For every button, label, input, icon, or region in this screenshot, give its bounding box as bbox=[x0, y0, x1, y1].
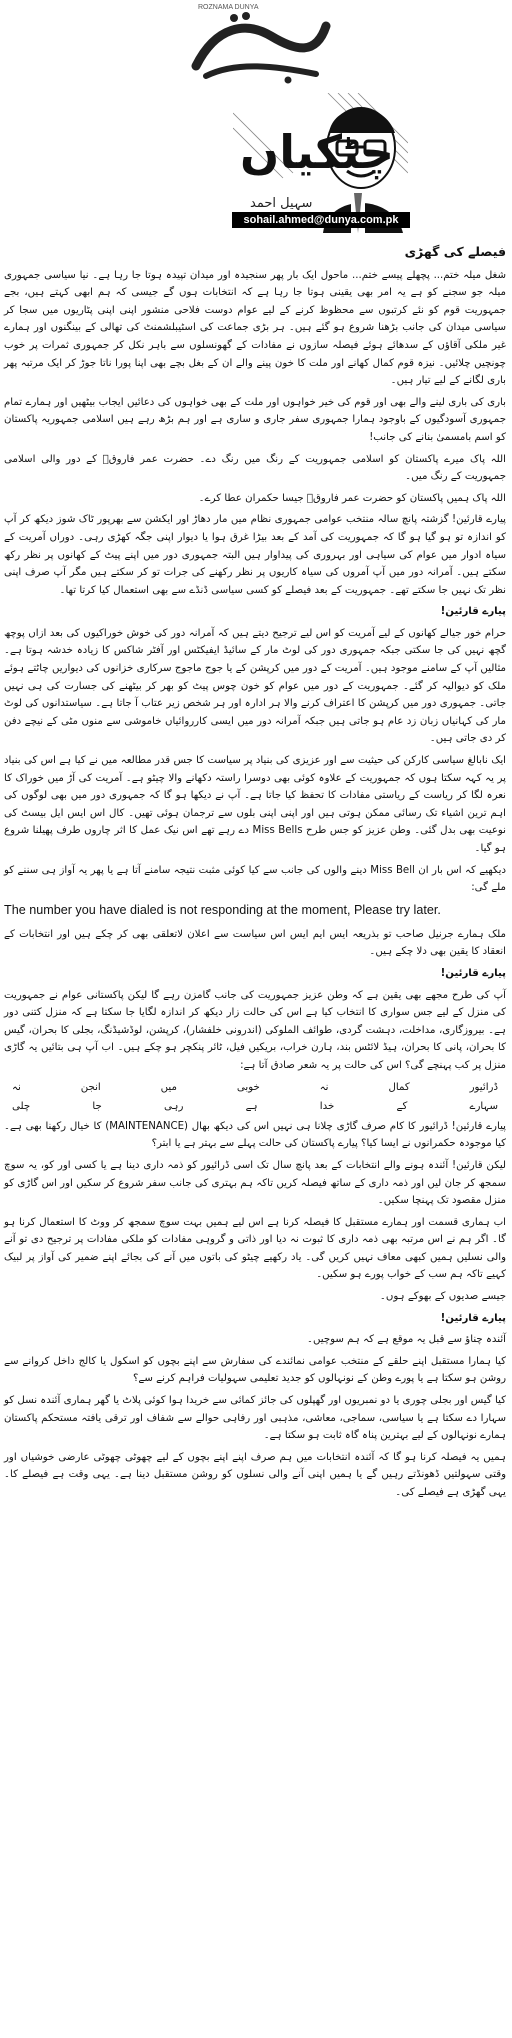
article-paragraph: اللہ پاک میرے پاکستان کو اسلامی جمہوریت کے رنگ میں رنگ دے۔ حضرت عمر فاروقؓ کے دور والی اسلامی جمہوریت کے رنگ میں۔ bbox=[4, 453, 506, 483]
verse-word: چلی bbox=[12, 1101, 31, 1113]
article-paragraph: حرام خور جیالے کھانوں کے لیے آمریت کو اس لیے ترجیح دیتے ہیں کہ آمرانہ دور کی خوش خوراکیوں کی بعد ازاں پوچھ گچھ نہیں کی جا سکتی جبکہ جمہوری دور کی لوٹ مار کے سائیڈ ایفیکٹس اور آفٹر شاکس کا زیادہ خدشہ ہوتا ہے۔ مثالیں آپ کے سامنے موجود ہیں۔ آمریت کے دور میں کرپشن کے یا جوج ماجوج سرکاری خزانوں کی دیواریں چاٹتے ہوئے ملک کو دیوالیہ کر گئے۔ جمہوریت کے دور میں عوام کو خون چوس پیٹ کو بھر کر بیٹھنے کی جسارت کی ہی نہیں جاتی۔ جمہوری دور میں کرپشن کا اعتراف کرنے والا ہر ادارہ اور ہر شخص زیر عتاب آ جاتا ہے۔ سیاستدانوں کی لوٹ مار کی کہانیاں زبان زد عام ہو جاتی ہیں جبکہ آمرانہ دور میں ایسی کارروائیاں خاموشی سے منوں مٹی کے نیچے دفن کر دی جاتی ہیں۔ bbox=[4, 627, 506, 745]
verse-word: نہ bbox=[12, 1081, 21, 1093]
article-paragraph: جیسے صدیوں کے بھوکے ہوں۔ bbox=[379, 1291, 506, 1303]
dunya-logo bbox=[176, 6, 336, 86]
author-email[interactable] bbox=[232, 212, 410, 228]
article-paragraph: پیارے قارئین! گزشتہ پانچ سالہ منتخب عوامی جمہوری نظام میں مار دھاڑ اور ایکشن سے بھرپور ٹاک شوز دیکھ کر آپ کو اندازہ تو ہو گیا ہو گا کہ جمہوریت کی آمد کے بعد بیڑا غرق ہوا یا دیوار اپنی جگہ کھڑی رہی۔ دوراں آمریت کے سیاہ ادوار میں عوام کی سیاہی اور بہروری کی پیداوار ہیں البتہ جمہوری دور میں اپنے پیٹ کے کھانوں پر نظر رکھ سکتے ہیں۔ آمرانہ دور میں آپ آمروں کی سیاہ کاریوں پر نظر رکھنے کی جرات تو کر سکتے ہیں مگر آپ صرف اپنی نظر تک نہیں جا سکتے تھے۔ جمہوریت کے بعد فیصلے کو کسی سیاسی ڈنڈے سے بھی استعمال کیا کرتا تھا۔ bbox=[4, 514, 506, 596]
masthead bbox=[0, 0, 512, 250]
article-paragraph: آئندہ چناؤ سے قبل یہ موقع ہے کہ ہم سوچیں۔ bbox=[307, 1334, 506, 1346]
article-salutation: پیارے قارئین! bbox=[440, 1312, 506, 1324]
article-paragraph: آپ کی طرح مجھے بھی یقین ہے کہ وطن عزیز جمہوریت کی جانب گامزن رہے گا لیکن پاکستانی عوام نے جمہوریت کی منزل کے لیے جس سواری کا انتخاب کیا ہے اس کی حالت زار دیکھ کر اندازہ لگایا جا سکتا ہے کہ منزل کتنی دور ہے۔ بیروزگاری، مداخلت، دہشت گردی، طوائف الملوکی (اندرونی خلفشار)، کرپشن، لوڈشیڈنگ، بجلی کا بحران، گیس کا بحران، پانی کا بحران، ہیڈ لائٹس بند، ہارن خراب، بریکیں فیل، ٹائر پنکچر ہو چکے ہیں۔ اب آپ ہی بتائیں یہ گاڑی منزل پر کب پہنچے گی؟ اس کی حالت پر یہ شعر صادق آتا ہے: bbox=[4, 989, 506, 1071]
verse-word: میں bbox=[160, 1081, 177, 1093]
verse-word: رہی bbox=[164, 1101, 184, 1113]
article-paragraph: ملک ہمارے جرنیل صاحب تو بذریعہ ایس ایم ایس اس سیاست سے اعلان لاتعلقی بھی کر چکے ہیں اور انتخابات کے انعقاد کا یقین بھی دلا چکے ہیں۔ bbox=[4, 928, 506, 958]
verse-word: کے bbox=[396, 1101, 408, 1113]
verse-word: کمال bbox=[388, 1081, 410, 1093]
author-name: سہیل احمد bbox=[250, 196, 313, 211]
article-paragraph: اب ہماری قسمت اور ہمارے مستقبل کا فیصلہ کرنا ہے اس لیے ہمیں بہت سوچ سمجھ کر ووٹ کا استعمال کرنا ہو گا۔ اگر ہم نے اس مرتبہ بھی ذمہ داری کا ثبوت نہ دیا اور ذاتی و گروہی مفادات کو ملکی مفادات پر ترجیح دی تو آنے والی نسلیں ہمیں کبھی معاف نہیں کریں گی۔ یاد رکھیے چیٹو کی باتوں میں آنے کی بجائے اپنے ضمیر کی آواز پر لبیک کہیے تاکہ ہم سب کے خواب پورے ہو سکیں۔ bbox=[4, 1216, 506, 1281]
article-salutation: پیارے قارئین! bbox=[440, 606, 506, 618]
column-article bbox=[4, 243, 506, 1506]
article-paragraph: باری کی باری لینے والے بھی اور قوم کی خیر خواہوں اور ملت کے بھی خواہوں کی دعائیں ایجاب بیٹھیں اور ہمارے تمام جمہوری آسودگیوں کے باوجود ہمارا جمہوری سفر جاری و ساری ہے اور ہم بڑھ رہے ہیں اسلامی جمہوریہ پاکستان کو اسم بامسمیٰ بنانے کی جانب! bbox=[4, 396, 506, 443]
article-paragraph: کیا گیس اور بجلی چوری یا دو نمبریوں اور گھپلوں کی جائز کمائی سے خریدا ہوا کوئی پلاٹ یا گھر ہماری آئندہ نسل کو سہارا دے سکتا ہے یا سیاسی، سماجی، معاشی، مذہبی اور رفاہی حوالے سے شفاف اور ترقی یافتہ مستحکم پاکستان ہمارے نونہالوں کے لیے بہترین پناہ گاہ ثابت ہو سکتا ہے۔ bbox=[4, 1395, 506, 1442]
verse-word: جا bbox=[92, 1101, 102, 1113]
article-paragraph: لیکن قارئین! آئندہ ہونے والے انتخابات کے بعد پانچ سال تک اسی ڈرائیور کو ذمہ داری دینا ہے یا کسی اور کو، یہ سوچ سمجھ کر جان لیں اور ذمہ داری کے ساتھ فیصلہ کریں تاکہ ہم بہتری کی جانب سفر شروع کر سکیں اور اس گاڑی کو منزل مقصود تک پہنچا سکیں۔ bbox=[4, 1159, 506, 1207]
article-salutation: پیارے قارئین! bbox=[440, 967, 506, 979]
english-quote: The number you have dialed is not responding at the moment, Please try later. bbox=[4, 902, 441, 917]
verse-word: ہے bbox=[245, 1101, 258, 1113]
article-paragraph: کیا ہمارا مستقبل اپنے حلقے کے منتخب عوامی نمائندے کی سفارش سے اپنے بچوں کو اسکول یا کالج داخل کروانے سے روشن ہو سکتا ہے یا پورے وطن کے نونہالوں کو جدید تعلیمی سہولیات فراہم کرنے سے؟ bbox=[4, 1355, 506, 1385]
article-paragraph: ایک نابالغ سیاسی کارکن کی حیثیت سے اور عزیزی کی بنیاد پر سیاست کا جس قدر مطالعہ میں نے کیا ہے اس کی بنیاد پر یہ کہہ سکتا ہوں کہ جمہوریت کے علاوہ کوئی بھی دوسرا راستہ دکھانے والا چیٹو ہے۔ آمریت کی آڑ میں خوراک کا نعرہ لگا کر ریاست کے ریاستی مفادات کا تحفظ کیا جاتا ہے۔ آپ نے دیکھا ہو گا کہ جمہوری دور میں بھی لوگوں کی اہم ترین اشیاء تک رسائی ممکن ہوتی ہیں اور اپنی اپنی بلوں سے ترجمان ہوئی تھیں۔ کال اس ایس ایل بیسٹ کی نوعیت بھی بدل گئی۔ وطن عزیز کو جس طرح Miss Bells دے رہے تھے اس نیک عمل کا اثر چاروں طرف پھیلنا شروع ہو گیا۔ bbox=[4, 755, 506, 854]
verse-word: ڈرائیور bbox=[469, 1081, 498, 1093]
verse-word: نہ bbox=[319, 1081, 329, 1093]
article-paragraph: اللہ پاک ہمیں پاکستان کو حضرت عمر فاروقؓ جیسا حکمران عطا کرے۔ bbox=[198, 492, 506, 504]
verse-word: انجن bbox=[80, 1081, 101, 1093]
verse-line-2 bbox=[4, 1098, 506, 1116]
verse-word: خوبی bbox=[236, 1081, 260, 1093]
author-email-text[interactable]: sohail.ahmed@dunya.com.pk bbox=[243, 214, 399, 226]
article-headline: فیصلے کی گھڑی bbox=[404, 244, 506, 259]
column-title: چٹکیاں bbox=[240, 125, 394, 179]
article-paragraph: دیکھیے کہ اس بار ان Miss Bell دینے والوں کی جانب سے کیا کوئی مثبت نتیجہ سامنے آتا ہے یا پھر یہ آواز ہی سننے کو ملے گی: bbox=[4, 864, 506, 894]
article-paragraph: پیارے قارئین! ڈرائیور کا کام صرف گاڑی چلانا ہی نہیں اس کی دیکھ بھال (MAINTENANCE) کا خیال رکھنا بھی ہے۔ کیا موجودہ حکمرانوں نے ایسا کیا؟ پیارے پاکستان کی حالت پہلے سے بہتر ہے یا ابتر؟ bbox=[4, 1120, 506, 1150]
verse-word: سہارے bbox=[469, 1101, 498, 1113]
logo-tagline: ROZNAMA DUNYA bbox=[198, 4, 259, 11]
verse-line-1 bbox=[4, 1079, 506, 1097]
verse-word: خدا bbox=[319, 1101, 335, 1113]
article-paragraph: شغل میلہ ختم... پچھلے پیسے ختم... ماحول ایک بار پھر سنجیدہ اور میدان تپیدہ ہوتا جا رہا ہے۔ نیا سیاسی جمہوری میلہ جو سجنے کو ہے یہ امر بھی یقینی ہوتا جا رہا ہے کہ انتخابات ہوں گے جیسی کہ ہم ابھی کہتے ہیں، بجے جمہوریت قوم کو نئے کرتبوں سے محظوظ کرنے کے لیے عوام دوست فلاحی منشور اپنی اپنی پٹاریوں میں سجا کر سیاسی میدان کی جانب بڑھنا شروع ہو گئے ہیں۔ ہر بڑی جماعت کی اسٹیبلشمنٹ کی تھالی کے بینگنوں اور ہمارے غیر ملکی آقاؤں کے سدھائے ہوئے فیصلہ سازوں نے مفادات کے گھونسلوں سے باہر نکل کر جمہوری ثمرات پر خوب چونچیں چلائیں۔ نیزہ قوم کمال کھانے اور ملت کا خون پینے والے ان کے بغل بچے بھی اپنا پورا ناتا جوڑ کر ایک مرتبہ پھر باری لگانے کے لیے تیار ہیں۔ bbox=[4, 269, 506, 387]
article-paragraph: ہمیں یہ فیصلہ کرنا ہو گا کہ آئندہ انتخابات میں ہم صرف اپنے اپنے بچوں کے لیے چھوٹی چھوٹی عارضی خوشیاں اور وقتی سہولتیں ڈھونڈتے رہیں گے یا ہمیں اپنی آنے والی نسلوں کو روشن مستقبل دینا ہے۔ یہی وقت ہے فیصلے کا۔ یہی گھڑی ہے فیصلے کی۔ bbox=[4, 1451, 506, 1498]
